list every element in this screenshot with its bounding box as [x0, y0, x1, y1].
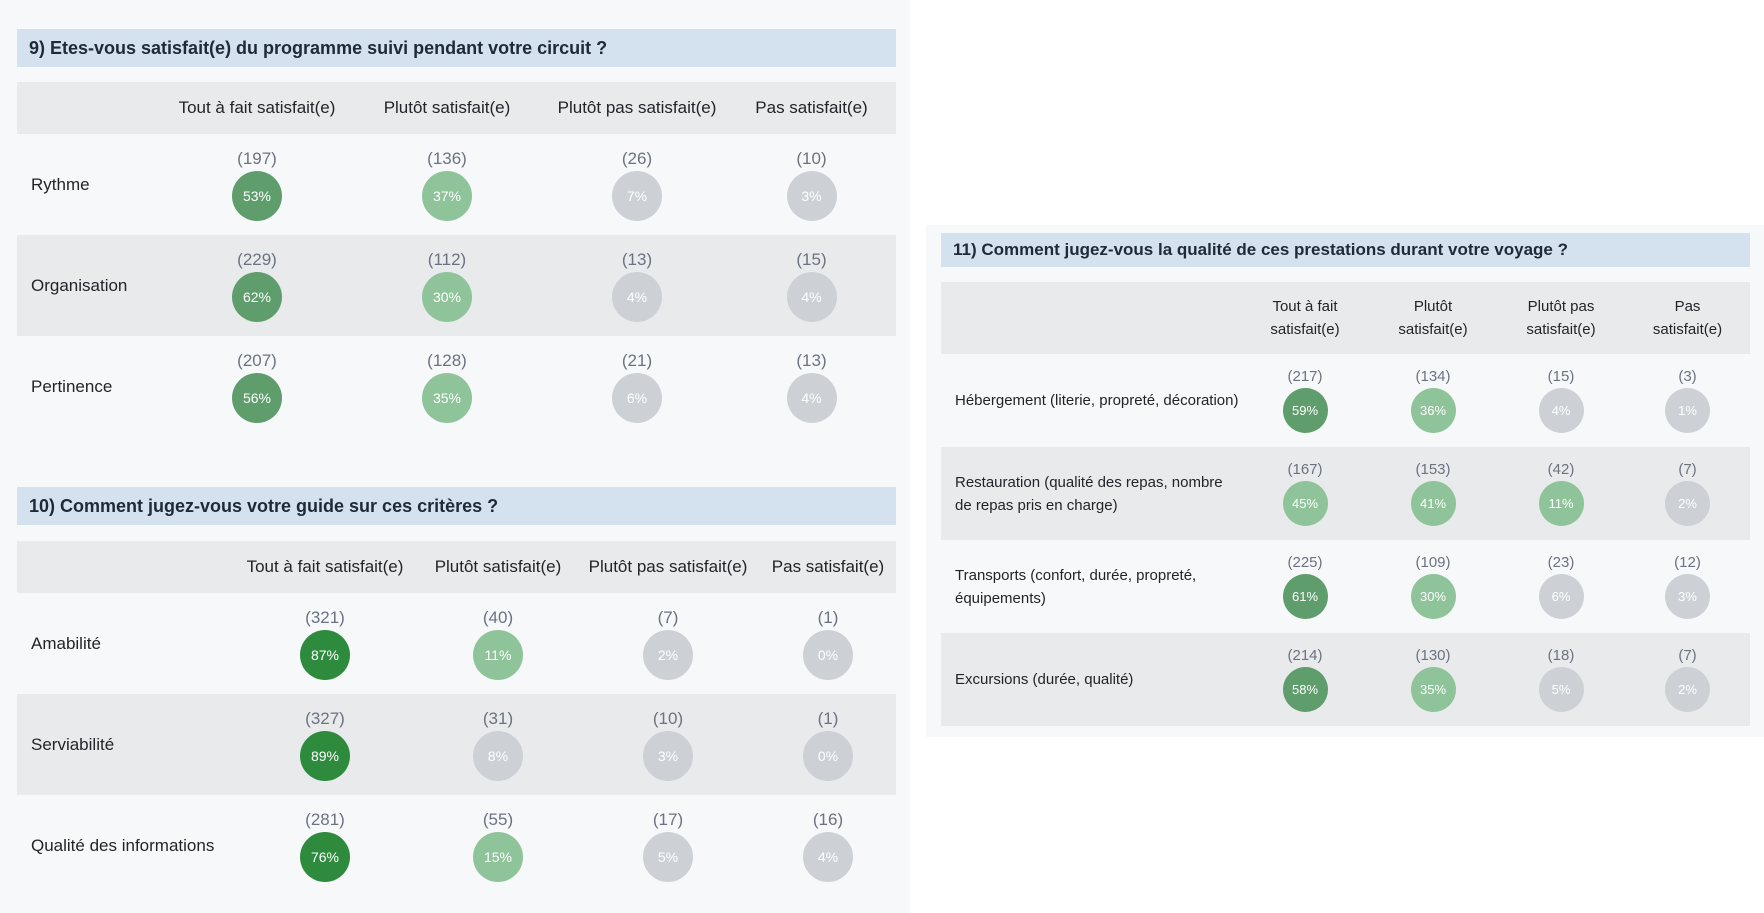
percentage-bubble: 4%: [1539, 388, 1584, 433]
percentage-bubble: 4%: [803, 832, 853, 882]
percentage-bubble: 58%: [1283, 667, 1328, 712]
row-label: Transports (confort, durée, propreté, équipements): [955, 566, 1197, 607]
response-cell: [1241, 554, 1369, 619]
response-count: (17): [652, 809, 684, 829]
response-count: (10): [796, 148, 827, 168]
response-count: (18): [1547, 647, 1575, 664]
q11-header-row: [941, 282, 1750, 354]
table-row: [17, 694, 896, 795]
percentage-bubble: 11%: [1539, 481, 1584, 526]
response-count: (130): [1415, 647, 1451, 664]
table-row: [941, 447, 1750, 540]
response-cell: [230, 810, 420, 882]
row-label: Amabilité: [31, 633, 101, 653]
response-count: (7): [1678, 647, 1697, 664]
row-label: Serviabilité: [31, 734, 115, 754]
percentage-bubble: 35%: [1411, 667, 1456, 712]
response-count: (12): [1674, 554, 1701, 571]
response-cell: [1625, 368, 1750, 433]
row-label: Rythme: [31, 174, 90, 194]
percentage-bubble: 11%: [473, 630, 523, 680]
response-cell: [1625, 554, 1750, 619]
response-count: (136): [427, 148, 467, 168]
table-row: [941, 633, 1750, 726]
percentage-bubble: 3%: [643, 731, 693, 781]
percentage-bubble: 35%: [422, 373, 472, 423]
response-count: (21): [621, 350, 653, 370]
response-count: (112): [427, 249, 467, 269]
column-header: Plutôt pas satisfait(e): [588, 557, 748, 576]
percentage-bubble: 30%: [422, 272, 472, 322]
column-header: Pas satisfait(e): [1652, 298, 1723, 338]
response-count: (327): [305, 708, 345, 728]
column-header: Tout à fait satisfait(e): [178, 98, 336, 117]
response-cell: [547, 351, 727, 423]
q9-header-row: [17, 82, 896, 134]
response-count: (217): [1287, 368, 1323, 385]
response-cell: [547, 250, 727, 322]
percentage-bubble: 62%: [232, 272, 282, 322]
percentage-bubble: 37%: [422, 171, 472, 221]
percentage-bubble: 1%: [1665, 388, 1710, 433]
response-cell: [1497, 368, 1625, 433]
percentage-bubble: 59%: [1283, 388, 1328, 433]
response-count: (40): [482, 607, 514, 627]
response-count: (167): [1287, 461, 1323, 478]
response-count: (23): [1547, 554, 1575, 571]
response-cell: [230, 608, 420, 680]
percentage-bubble: 56%: [232, 373, 282, 423]
response-count: (10): [652, 708, 684, 728]
response-count: (55): [482, 809, 514, 829]
percentage-bubble: 7%: [612, 171, 662, 221]
response-count: (128): [427, 350, 467, 370]
response-cell: [1497, 554, 1625, 619]
response-count: (134): [1415, 368, 1451, 385]
response-cell: [167, 149, 347, 221]
row-label: Qualité des informations: [31, 835, 215, 855]
response-cell: [1625, 647, 1750, 712]
response-count: (15): [796, 249, 827, 269]
response-cell: [420, 608, 576, 680]
response-cell: [576, 709, 760, 781]
response-count: (31): [482, 708, 514, 728]
response-count: (281): [305, 809, 345, 829]
percentage-bubble: 89%: [300, 731, 350, 781]
response-count: (1): [817, 708, 839, 728]
percentage-bubble: 6%: [612, 373, 662, 423]
percentage-bubble: 45%: [1283, 481, 1328, 526]
response-count: (225): [1287, 554, 1323, 571]
response-cell: [1369, 554, 1497, 619]
percentage-bubble: 3%: [787, 171, 837, 221]
response-count: (321): [305, 607, 345, 627]
percentage-bubble: 2%: [1665, 481, 1710, 526]
column-header: Plutôt satisfait(e): [434, 557, 562, 576]
percentage-bubble: 8%: [473, 731, 523, 781]
row-label: Restauration (qualité des repas, nombre de repas pris en charge): [955, 473, 1223, 514]
row-label: Pertinence: [31, 376, 113, 396]
percentage-bubble: 3%: [1665, 574, 1710, 619]
column-header: Pas satisfait(e): [755, 98, 868, 117]
table-row: [17, 134, 896, 235]
response-count: (109): [1415, 554, 1451, 571]
response-cell: [547, 149, 727, 221]
question-9-title: 9) Etes-vous satisfait(e) du programme suivi pendant votre circuit ?: [17, 29, 896, 67]
right-panel: [926, 225, 1764, 737]
question-11-table: [941, 282, 1750, 726]
question-10-table: [17, 541, 896, 896]
column-header: Tout à fait satisfait(e): [1270, 298, 1340, 338]
table-row: [17, 235, 896, 336]
response-cell: [1369, 368, 1497, 433]
response-cell: [1241, 647, 1369, 712]
percentage-bubble: 4%: [787, 373, 837, 423]
response-count: (214): [1287, 647, 1323, 664]
response-cell: [1241, 368, 1369, 433]
percentage-bubble: 53%: [232, 171, 282, 221]
table-row: [17, 336, 896, 437]
table-row: [941, 540, 1750, 633]
response-count: (13): [621, 249, 653, 269]
response-count: (13): [796, 350, 827, 370]
percentage-bubble: 4%: [787, 272, 837, 322]
percentage-bubble: 6%: [1539, 574, 1584, 619]
percentage-bubble: 61%: [1283, 574, 1328, 619]
response-cell: [727, 351, 896, 423]
row-label: Organisation: [31, 275, 128, 295]
response-cell: [727, 149, 896, 221]
table-row: [17, 593, 896, 694]
response-cell: [347, 250, 547, 322]
column-header: Plutôt satisfait(e): [383, 98, 511, 117]
response-count: (16): [812, 809, 844, 829]
response-cell: [1625, 461, 1750, 526]
percentage-bubble: 36%: [1411, 388, 1456, 433]
row-label: Hébergement (literie, propreté, décoration): [955, 392, 1239, 409]
response-cell: [347, 149, 547, 221]
response-cell: [1369, 647, 1497, 712]
percentage-bubble: 5%: [643, 832, 693, 882]
percentage-bubble: 5%: [1539, 667, 1584, 712]
question-10-title: 10) Comment jugez-vous votre guide sur ces critères ?: [17, 487, 896, 525]
percentage-bubble: 2%: [643, 630, 693, 680]
response-count: (7): [657, 607, 679, 627]
response-cell: [576, 608, 760, 680]
response-count: (207): [237, 350, 277, 370]
percentage-bubble: 30%: [1411, 574, 1456, 619]
q10-header-row: [17, 541, 896, 593]
percentage-bubble: 87%: [300, 630, 350, 680]
response-cell: [420, 709, 576, 781]
response-count: (197): [237, 148, 277, 168]
column-header: Plutôt pas satisfait(e): [1526, 298, 1596, 338]
response-cell: [347, 351, 547, 423]
response-cell: [1369, 461, 1497, 526]
question-9-table: [17, 82, 896, 437]
response-cell: [760, 608, 896, 680]
table-row: [941, 354, 1750, 447]
percentage-bubble: 2%: [1665, 667, 1710, 712]
response-cell: [1497, 461, 1625, 526]
percentage-bubble: 0%: [803, 731, 853, 781]
response-cell: [1241, 461, 1369, 526]
response-cell: [727, 250, 896, 322]
response-count: (229): [237, 249, 277, 269]
percentage-bubble: 0%: [803, 630, 853, 680]
percentage-bubble: 41%: [1411, 481, 1456, 526]
table-row: [17, 795, 896, 896]
response-count: (26): [621, 148, 653, 168]
response-count: (3): [1678, 368, 1697, 385]
response-count: (42): [1547, 461, 1575, 478]
response-cell: [230, 709, 420, 781]
response-cell: [1497, 647, 1625, 712]
response-cell: [576, 810, 760, 882]
response-cell: [167, 351, 347, 423]
response-count: (1): [817, 607, 839, 627]
response-cell: [167, 250, 347, 322]
percentage-bubble: 15%: [473, 832, 523, 882]
row-label: Excursions (durée, qualité): [955, 671, 1134, 688]
response-count: (153): [1415, 461, 1451, 478]
response-cell: [760, 810, 896, 882]
column-header: Plutôt pas satisfait(e): [557, 98, 717, 117]
column-header: Plutôt satisfait(e): [1398, 298, 1468, 338]
column-header: Pas satisfait(e): [771, 557, 885, 576]
question-11-title: 11) Comment jugez-vous la qualité de ces prestations durant votre voyage ?: [941, 233, 1750, 267]
response-count: (15): [1547, 368, 1575, 385]
response-cell: [420, 810, 576, 882]
percentage-bubble: 4%: [612, 272, 662, 322]
response-count: (7): [1678, 461, 1697, 478]
column-header: Tout à fait satisfait(e): [246, 557, 404, 576]
percentage-bubble: 76%: [300, 832, 350, 882]
response-cell: [760, 709, 896, 781]
